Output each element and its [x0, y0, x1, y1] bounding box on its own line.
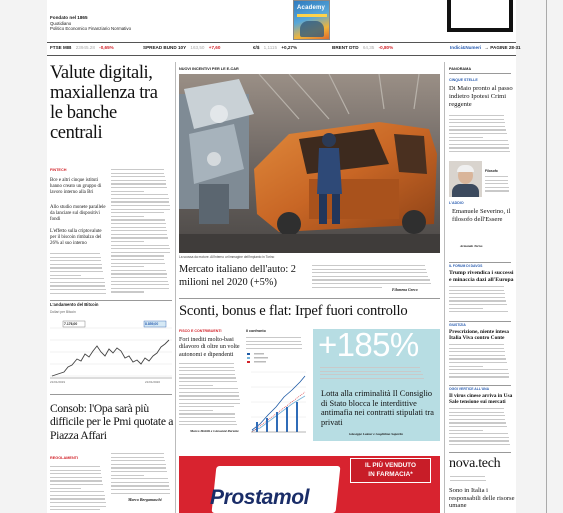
text-line: [450, 480, 486, 481]
bitcoin-end-label: 8.859,00: [145, 321, 159, 326]
portrait-hair: [457, 165, 474, 172]
text-line: [449, 133, 507, 134]
text-line: [449, 344, 504, 345]
text-line: [449, 144, 509, 145]
consob-body-text-col1: [50, 465, 107, 511]
bitcoin-line: [52, 340, 169, 376]
text-line: [50, 293, 106, 294]
text-line: [111, 478, 168, 479]
item2-byline: Armando Torno: [460, 244, 483, 248]
nova-tech-tagline-lines: [450, 475, 490, 483]
text-line: [449, 415, 505, 416]
right-rule-2: [449, 321, 511, 322]
ad-brand-logo: Prostamol: [210, 486, 310, 509]
consob-byline: Marco Bergamaschi: [128, 497, 162, 502]
text-line: [179, 410, 213, 411]
index-link-text[interactable]: Indici&Numeri: [450, 45, 482, 50]
item2-headline[interactable]: Emanuele Severino, il filosofo dell'Essere: [452, 208, 511, 223]
text-line: [111, 227, 166, 228]
text-line: [50, 275, 81, 276]
right-rule-4: [449, 452, 511, 453]
floor: [179, 234, 440, 253]
right-rule-1: [449, 262, 511, 263]
text-line: [449, 119, 504, 120]
consob-top-rule: [50, 394, 172, 395]
text-line: [50, 495, 105, 496]
text-line: [449, 437, 509, 438]
ticker-eurusd: [253, 44, 297, 52]
text-line: [312, 276, 428, 277]
text-line: [111, 281, 168, 282]
bitcoin-start-label: 7.176,00: [64, 321, 78, 326]
text-line: [179, 381, 237, 382]
text-line: [449, 129, 506, 130]
ticker-value: 64,35: [362, 45, 375, 50]
bitcoin-gridlines: [50, 328, 172, 376]
text-line: [449, 355, 505, 356]
text-line: [111, 273, 167, 274]
text-line: [50, 278, 104, 279]
text-line: [111, 201, 169, 202]
text-line: [449, 293, 505, 294]
text-line: [312, 283, 431, 284]
text-line: [449, 419, 505, 420]
panorama-section-label: PANORAMA: [449, 67, 472, 71]
text-line: [449, 430, 483, 431]
item4-headline[interactable]: Prescrizione, niente intesa Italia Viva contro Conte: [449, 329, 509, 342]
text-line: [111, 485, 169, 486]
text-line: [111, 191, 144, 192]
text-line: [50, 271, 103, 272]
index-pages: → PAGINE 28-31: [484, 45, 521, 50]
portrait-body: [452, 184, 479, 197]
nova-tech-subheadline[interactable]: Sono in Italia i responsabili delle risorse umane: [449, 487, 515, 510]
text-line: [179, 403, 240, 404]
text-line: [179, 363, 234, 364]
portrait-caption: [485, 175, 511, 195]
text-line: [449, 304, 507, 305]
text-line: [320, 378, 424, 379]
ticker-value: 23945.28: [75, 45, 95, 50]
right-margin-strip: [516, 0, 563, 513]
text-line: [450, 476, 485, 477]
fisco-headline[interactable]: Fori inediti molto-basi dilavoro di oltre un volte autonomi e dipendenti: [179, 337, 240, 358]
ticker-name: FTSE MIB: [50, 45, 72, 50]
text-line: [50, 498, 105, 499]
photo-caption: La scossa da motore. All'interno un'immagine dell'impianto in Torino: [179, 255, 275, 259]
text-line: [111, 471, 167, 472]
text-line: [50, 502, 106, 503]
big-stat-number: +185%: [318, 326, 419, 363]
ticker-name: BRENT DTD: [332, 45, 359, 50]
text-line: [449, 308, 483, 309]
text-line: [449, 115, 504, 116]
text-line: [50, 470, 101, 471]
bitcoin-subtitle: Dollari per Bitcoin: [50, 310, 76, 314]
ticker-spread: [143, 44, 220, 52]
ad-badge-line1: IL PIÙ VENDUTO: [365, 462, 416, 469]
text-line: [312, 287, 382, 288]
text-line: [320, 367, 420, 368]
text-line: [312, 269, 426, 270]
text-line: [179, 399, 240, 400]
item5-kicker: OGGI VERTICE ALL'UNA: [449, 387, 490, 391]
ticker-change: +7,60: [208, 45, 221, 50]
item2-kicker: L'ADDIO: [449, 201, 464, 205]
text-line: [449, 433, 508, 434]
text-line: [449, 126, 505, 127]
text-line: [179, 406, 234, 407]
text-line: [111, 255, 164, 256]
text-line: [111, 493, 170, 494]
text-line: [111, 467, 166, 468]
text-line: [111, 464, 166, 465]
left-subhead-1: Bce e altri cinque istituti hanno creato un gruppo di lavoro interno alla Bri: [50, 178, 102, 195]
masthead-info: [50, 15, 180, 32]
founded-text: Fondato nel 1865: [50, 15, 88, 20]
item3-headline[interactable]: Trump rivendica i successi e minaccia dazi all'Europa: [449, 270, 514, 283]
text-line: [111, 259, 164, 260]
text-line: [111, 453, 164, 454]
promo-bar: [297, 14, 327, 17]
left-margin-strip: [0, 0, 47, 513]
text-line: [449, 444, 510, 445]
text-line: [111, 237, 168, 238]
text-line: [449, 297, 505, 298]
text-line: [449, 412, 504, 413]
text-line: [179, 370, 235, 371]
center-right-divider: [444, 62, 445, 513]
main-story-top-rule: [179, 298, 440, 299]
ticker-top-rule: [47, 42, 516, 43]
fisco-byline: Marco Mobili e Giovanni Parente: [190, 429, 239, 433]
text-line: [179, 367, 234, 368]
text-line: [312, 265, 425, 266]
promo-people: [300, 21, 324, 37]
text-line: [50, 253, 100, 254]
text-line: [179, 377, 236, 378]
consob-headline[interactable]: Consob: l'Opa sarà più difficile per le Pmi quotate a Piazza Affari: [50, 402, 174, 442]
text-line: [111, 209, 170, 210]
text-line: [485, 190, 509, 191]
text-line: [312, 272, 427, 273]
text-line: [111, 169, 164, 170]
text-line: [179, 392, 239, 393]
item4-kicker: GIUSTIZIA: [449, 323, 466, 327]
legend: [247, 353, 268, 363]
text-line: [111, 248, 170, 249]
text-line: [50, 285, 105, 286]
text-line: [312, 279, 430, 280]
text-line: [246, 341, 301, 342]
text-line: [246, 348, 302, 349]
text-line: [449, 348, 504, 349]
text-line: [111, 219, 165, 220]
text-line: [111, 288, 169, 289]
crime-byline: Giuseppe Latour e Guglielmo Saporito: [349, 432, 404, 436]
item5-body: [449, 407, 511, 447]
text-line: [111, 180, 166, 181]
confronto-intro: [246, 336, 308, 350]
text-line: [50, 473, 101, 474]
consob-kicker: REGOLAMENTI: [50, 456, 79, 460]
text-line: [111, 270, 166, 271]
text-line: [485, 176, 508, 177]
paper-type: Quotidiano: [50, 20, 72, 26]
portrait-label: Filosofo: [485, 169, 498, 173]
text-line: [111, 457, 164, 458]
text-line: [449, 376, 509, 377]
ticker-change: +0,27%: [281, 45, 298, 50]
text-line: [449, 300, 506, 301]
text-line: [449, 147, 509, 148]
car-market-body: [312, 264, 440, 290]
left-body-text-col2: [111, 168, 171, 296]
text-line: [320, 374, 423, 375]
text-line: [179, 385, 213, 386]
text-line: [111, 194, 168, 195]
right-rule-3: [449, 385, 511, 386]
text-line: [449, 140, 508, 141]
text-line: [485, 187, 509, 188]
text-line: [449, 422, 506, 423]
bitcoin-date-end: 21/01/2020: [145, 380, 161, 384]
ticker-change: -0,65%: [99, 45, 114, 50]
left-kicker: FINTECH: [50, 168, 67, 172]
text-line: [111, 176, 165, 177]
text-line: [485, 180, 508, 181]
text-line: [449, 369, 508, 370]
car-market-headline[interactable]: Mercato italiano dell'auto: 2 milioni nel 2020 (+5%): [179, 264, 296, 288]
text-line: [111, 263, 165, 264]
item1-body: [449, 114, 511, 154]
text-line: [111, 241, 144, 242]
text-line: [50, 466, 100, 467]
text-line: [111, 482, 169, 483]
promo-label: Academy: [297, 5, 326, 11]
text-line: [449, 137, 483, 138]
car-market-byline: Filomena Greco: [392, 288, 418, 292]
item4-body: [449, 343, 511, 381]
bitcoin-chart: [50, 318, 172, 384]
item3-kicker: IL FORUM DI DAVOS: [449, 264, 483, 268]
irpef-comparison-chart: [246, 352, 308, 440]
text-line: [50, 477, 102, 478]
consob-body-text-col2: [111, 452, 171, 496]
main-headline[interactable]: Sconti, bonus e flat: Irpef fuori controllo: [179, 303, 408, 319]
nova-tech-logo[interactable]: nova.tech: [449, 456, 501, 471]
text-line: [111, 187, 167, 188]
bitcoin-date-start: 21/01/2019: [50, 380, 66, 384]
academy-promo-thumbnail[interactable]: [293, 0, 330, 40]
text-line: [50, 264, 102, 265]
item3-body: [449, 285, 511, 315]
text-line: [449, 366, 483, 367]
text-line: [449, 373, 509, 374]
text-line: [50, 260, 101, 261]
bitcoin-title: L'andamento del Bitcoin: [50, 302, 99, 307]
panorama-rule: [449, 73, 511, 74]
photo-kicker: NUOVI INCENTIVI PER LE E-CAR: [179, 67, 239, 71]
text-line: [111, 205, 170, 206]
left-headline[interactable]: Valute digitali, maxiallenza tra le banche centrali: [50, 63, 158, 143]
severino-portrait[interactable]: [449, 161, 482, 197]
text-line: [449, 311, 508, 312]
text-line: [50, 506, 106, 507]
text-line: [50, 488, 81, 489]
ticker-brent: [332, 44, 393, 52]
crime-headline[interactable]: Lotta alla criminalità Il Consiglio di Stato blocca le interdittive antimafia nei contratti stipulati tra privati: [321, 389, 434, 427]
text-line: [449, 351, 505, 352]
text-line: [449, 286, 504, 287]
paper-subtitle: Politico Economico Finanziario Normativo: [50, 26, 132, 31]
text-line: [179, 413, 235, 414]
text-line: [50, 289, 106, 290]
left-col-divider: [175, 62, 176, 513]
text-line: [449, 151, 510, 152]
text-line: [449, 122, 505, 123]
left-subhead-3: L'effetto sulla criptovalute per il biscoin rimbalzo del 26% al suo interno: [50, 229, 102, 246]
left-subhead-2: Allo studio monete parallele da lanciare sul dispositivi fondi: [50, 205, 106, 222]
text-line: [246, 344, 302, 345]
text-line: [179, 424, 237, 425]
text-line: [111, 245, 169, 246]
text-line: [50, 267, 102, 268]
text-line: [179, 395, 239, 396]
ticker-name: SPREAD BUND 10Y: [143, 45, 187, 50]
text-line: [449, 290, 504, 291]
market-ticker: [50, 44, 521, 52]
text-line: [449, 408, 504, 409]
page-edge-right: [546, 0, 547, 513]
text-line: [111, 489, 170, 490]
text-line: [50, 509, 100, 510]
text-line: [179, 417, 235, 418]
left-body-text-col1: [50, 252, 107, 296]
confronto-kicker: Il confronto: [246, 329, 266, 333]
ticker-change: -0,80%: [378, 45, 394, 50]
text-line: [485, 183, 508, 184]
text-line: [111, 183, 166, 184]
text-line: [179, 388, 238, 389]
ticker-value: 163,50: [190, 45, 205, 50]
text-line: [111, 252, 170, 253]
text-line: [179, 421, 236, 422]
text-line: [111, 460, 165, 461]
text-line: [111, 234, 167, 235]
robot-arms: [179, 79, 254, 224]
text-line: [179, 374, 235, 375]
text-line: [50, 491, 104, 492]
item1-kicker: CINQUE STELLE: [449, 78, 478, 82]
text-line: [111, 277, 167, 278]
text-line: [111, 223, 166, 224]
stat-explainer: [320, 366, 434, 380]
text-line: [50, 282, 105, 283]
ticker-ftse: [50, 44, 114, 52]
text-line: [449, 358, 506, 359]
text-line: [246, 337, 301, 338]
text-line: [111, 230, 167, 231]
logo-frame: [447, 0, 513, 32]
text-line: [111, 198, 169, 199]
factory-photo[interactable]: [179, 74, 440, 253]
item5-headline[interactable]: Il virus cinese arriva in Usa Sale tensione sui mercati: [449, 393, 513, 406]
ticker-bottom-rule: [47, 55, 516, 56]
text-line: [111, 475, 144, 476]
text-line: [50, 484, 103, 485]
text-line: [320, 371, 421, 372]
text-line: [111, 291, 144, 292]
text-line: [449, 362, 507, 363]
text-line: [111, 173, 164, 174]
text-line: [449, 440, 509, 441]
text-line: [111, 216, 144, 217]
text-line: [50, 257, 101, 258]
text-line: [111, 284, 169, 285]
text-line: [111, 212, 164, 213]
text-line: [449, 426, 507, 427]
item1-headline[interactable]: Di Maio pronto al passo indietro Ipotesi Crimi reggente: [449, 85, 513, 108]
bitcoin-top-rule: [50, 300, 172, 301]
ad-badge-line2: IN FARMACIA*: [368, 471, 413, 478]
text-line: [111, 266, 144, 267]
fisco-kicker: FISCO E CONTRIBUENTI: [179, 329, 222, 333]
ticker-name: €/$: [253, 45, 260, 50]
ticker-value: 1,1115: [263, 45, 278, 50]
ticker-index-link[interactable]: [450, 44, 521, 52]
fisco-body-text: [179, 362, 241, 428]
text-line: [50, 480, 102, 481]
